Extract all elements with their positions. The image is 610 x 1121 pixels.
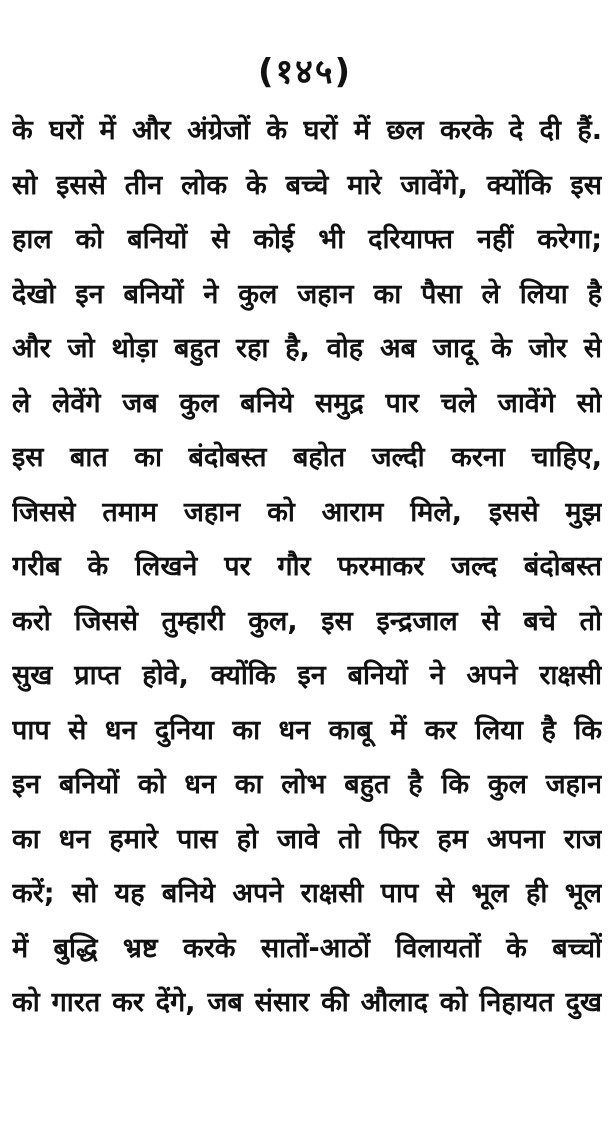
text-line: और जो थोड़ा बहुत रहा है, वोह अब जादू के जोर से bbox=[12, 333, 602, 364]
text-line: गरीब के लिखने पर गौर फरमाकर जल्द बंदोबस्त bbox=[12, 551, 602, 582]
text-line: को गारत कर देंगे, जब संसार की औलाद को निहायत दुख bbox=[12, 987, 602, 1018]
text-line: ले लेवेंगे जब कुल बनिये समुद्र पार चले जावेंगे सो bbox=[12, 387, 602, 419]
text-line: करें; सो यह बनिये अपने राक्षसी पाप से भूल ही भूल bbox=[12, 878, 602, 909]
text-line: पाप से धन दुनिया का धन काबू में कर लिया है कि bbox=[12, 714, 602, 746]
body-text bbox=[12, 104, 602, 1031]
text-line: इन बनियों को धन का लोभ बहुत है कि कुल जहान bbox=[12, 769, 602, 800]
page-number: (१४५) bbox=[257, 52, 353, 92]
text-line: में बुद्धि भ्रष्ट करके सातों-आठों विलायतों के बच्चों bbox=[12, 932, 602, 964]
text-line: देखो इन बनियों ने कुल जहान का पैसा ले लिया है bbox=[12, 278, 602, 310]
text-line: इस बात का बंदोबस्त बहोत जल्दी करना चाहिए, bbox=[12, 442, 602, 473]
text-line: का धन हमारे पास हो जावे तो फिर हम अपना राज bbox=[12, 823, 602, 855]
text-line: करो जिससे तुम्हारी कुल, इस इन्द्रजाल से बचे तो bbox=[12, 605, 602, 637]
text-line: जिससे तमाम जहान को आराम मिले, इससे मुझ bbox=[12, 496, 602, 528]
text-line: सुख प्राप्त होवे, क्योंकि इन बनियों ने अपने राक्षसी bbox=[12, 660, 602, 691]
text-line: के घरों में और अंग्रेजों के घरों में छल करके दे दी हैं. bbox=[12, 115, 602, 146]
text-line: हाल को बनियों से कोई भी दरियाफ्त नहीं करेगा; bbox=[12, 224, 602, 255]
text-line: सो इससे तीन लोक के बच्चे मारे जावेंगे, क्योंकि इस bbox=[12, 169, 602, 201]
